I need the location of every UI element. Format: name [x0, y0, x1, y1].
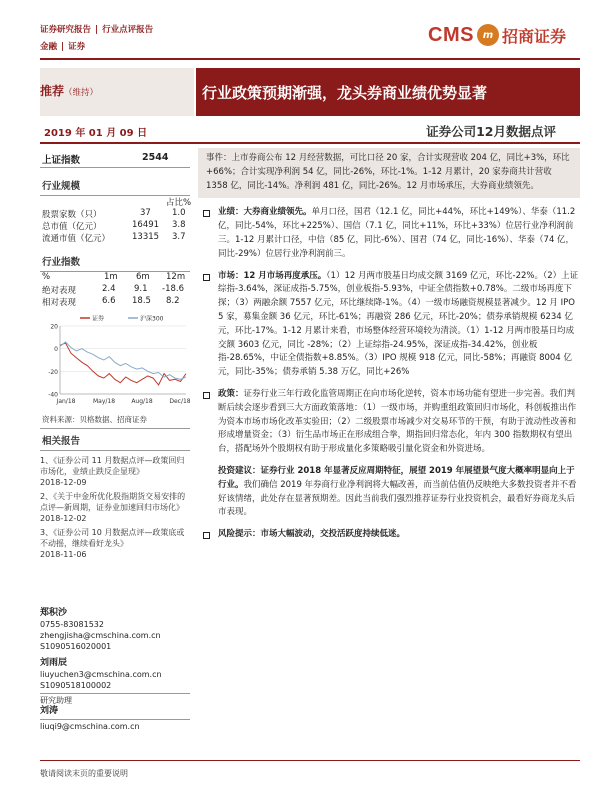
- related-reports: [40, 451, 190, 560]
- legend-label: 证券: [92, 315, 105, 323]
- bullet-market: [198, 270, 580, 380]
- title-band: [40, 68, 580, 116]
- bullet-square-icon: [203, 532, 210, 539]
- logo-mark-icon: m: [477, 24, 499, 46]
- y-tick-label: 20: [50, 323, 58, 331]
- row-value: 6.6: [102, 296, 116, 306]
- list-item[interactable]: [40, 491, 190, 524]
- y-tick-label: -20: [48, 368, 58, 376]
- row-label: 相对表现: [42, 298, 77, 308]
- index-label: 上证指数: [42, 155, 81, 166]
- row-value: 16491: [132, 220, 160, 230]
- rating-value: 推荐: [40, 84, 65, 98]
- perf-header-row: [40, 272, 190, 284]
- y-tick-label: 0: [54, 346, 58, 354]
- row-value: 8.2: [166, 296, 180, 306]
- scale-col-header: 占比%: [166, 198, 192, 208]
- analyst-cert: S1090518100002: [40, 681, 112, 690]
- analyst-name: 郑积沙: [40, 608, 68, 618]
- title-panel: [196, 68, 580, 116]
- bullet-text: 我们确信 2019 年券商行业净利润将大幅改善，而当前估值仍反映绝大多数投资者并不看好该情绪，此处存在显著预期差。因此当前我们强烈推荐证券行业投资机会，最看好券商龙头后市表现。: [218, 479, 577, 518]
- y-tick-label: -40: [48, 391, 58, 399]
- bullet-performance: [198, 206, 580, 261]
- header-divider: [40, 58, 580, 60]
- bullet-text: 市场大幅波动，交投活跃度持续低迷。: [260, 529, 406, 540]
- report-subcategory: 行业点评报告: [102, 25, 154, 35]
- bullet-lead: 风险提示：: [218, 529, 261, 540]
- performance-chart-svg: [40, 312, 190, 412]
- table-row: [40, 220, 190, 232]
- bullet-policy: [198, 388, 580, 457]
- report-subtitle: 证券公司12月数据点评: [426, 124, 556, 139]
- perf-col-header: %: [42, 272, 51, 282]
- logo-text-cn: 招商证券: [501, 26, 566, 46]
- list-item[interactable]: [40, 527, 190, 560]
- performance-chart: [40, 312, 190, 412]
- rating-panel: [40, 68, 194, 116]
- subsector-label: 证券: [68, 42, 86, 52]
- sector-label: 金融: [40, 42, 58, 52]
- perf-table: [40, 272, 190, 308]
- row-share: 3.7: [172, 232, 186, 242]
- bullet-lead: 政策：: [218, 388, 244, 399]
- related-report-date: 2018-11-06: [40, 550, 87, 559]
- assistant-email[interactable]: liuqi9@cmschina.com.cn: [40, 719, 190, 732]
- perf-col-header: 1m: [104, 272, 118, 282]
- rating: [40, 82, 98, 99]
- row-value: 18.5: [132, 296, 151, 306]
- report-type-header: 证券研究报告 | 行业点评报告 金融 | 证券: [40, 25, 154, 52]
- bullet-risk: [198, 528, 580, 542]
- series-line-securities: [60, 343, 186, 385]
- bullet-text: 单月口径，国君（12.1 亿，同比+44%，环比+149%）、华泰（11.2 亿，同比-54%，环比+225%）、国信（7.1 亿，同比+11%，环比+33%）位居行业净利润前三。1-12 月累计口径，中信（85 亿，同比-6%）、国君（74 亿，同比-16%）、华泰（74 亿，同比-29%）位居行业净利润前三。: [218, 207, 576, 259]
- bullet-text: （1）12 月两市股基日均成交额 3169 亿元，环比-22%。（2）上证综指-3.64%，深证成指-5.75%，创业板指-5.93%，中证全债指数+0.78%。二级市场再度下探；（3）两融余额 7557 亿元，环比继续降-1%。（4）一级市场融资规模显著减少。12 月 IPO 5 家，募集金额 36 亿元，环比-61%；再融资 286 亿元，环比-20%；债券承销规模 6234 亿元，环比-17%。1-12 月累计来看，市场整体经营环境较为清淡。（1）1-12 月两市股基日均成交额 3603 亿元，同比 -28%；（2）上证综指-24.95%，深证成指-34.42%，创业板指-28.65%，中证全债指数+8.85%。（3）IPO 规模 918 亿元，同比-58%；再融资 8004 亿元，同比-35%；债券承销 5.38 万亿，同比+26%: [218, 270, 579, 378]
- analyst-email[interactable]: zhengjisha@cmschina.com.cn: [40, 631, 161, 640]
- analyst-name: 刘雨辰: [40, 658, 68, 668]
- date-row: [40, 120, 580, 144]
- list-item[interactable]: [40, 455, 190, 488]
- related-report-date: 2018-12-09: [40, 478, 87, 487]
- footer-note: 敬请阅读末页的重要说明: [40, 769, 128, 778]
- report-date: 2019 年 01 月 09 日: [44, 128, 148, 139]
- row-label: 股票家数（只）: [42, 210, 102, 220]
- analyst-cert: S1090516020001: [40, 642, 112, 651]
- table-row: [40, 232, 190, 244]
- related-report-title[interactable]: 2、《关于中金所优化股指期货交易安排的点评—新周期，证券业加速回归市场化》: [40, 492, 186, 512]
- series-line-csi300: [60, 342, 186, 379]
- main-content: [198, 148, 580, 542]
- row-label: 总市值（亿元）: [42, 222, 102, 232]
- related-report-title[interactable]: 3、《证券公司 10 月数据点评—政策底或不动摇，继续看好龙头》: [40, 528, 185, 548]
- analyst-block: [40, 604, 190, 732]
- x-tick-label: Jan/18: [56, 398, 76, 405]
- related-title: 相关报告: [40, 429, 190, 451]
- related-report-date: 2018-12-02: [40, 514, 87, 523]
- chart-source: 资料来源：贝格数据、招商证券: [40, 412, 190, 429]
- report-title: 行业政策预期渐强，龙头券商业绩优势显著: [202, 84, 488, 102]
- bullet-lead: 业绩：大券商业绩领先。: [218, 207, 312, 218]
- perf-col-header: 6m: [136, 272, 150, 282]
- analyst-email[interactable]: liuyuchen3@cmschina.com.cn: [40, 670, 162, 679]
- table-row: [40, 208, 190, 220]
- analyst-phone: 0755-83081532: [40, 620, 104, 629]
- row-label: 流通市值（亿元）: [42, 234, 111, 244]
- index-row: [40, 148, 190, 168]
- row-share: 1.0: [172, 208, 186, 218]
- row-value: 2.4: [102, 284, 116, 294]
- scale-header-row: [40, 196, 190, 208]
- table-row: [40, 296, 190, 308]
- row-label: 绝对表现: [42, 286, 77, 296]
- scale-table: [40, 196, 190, 244]
- investment-advice: [198, 465, 580, 520]
- assistant-name: 刘涛: [40, 706, 59, 716]
- perf-title: 行业指数: [40, 244, 190, 272]
- x-tick-label: May/18: [92, 398, 116, 405]
- bullet-lead: 投资建议：证券行业 2018 年显著反应周期特征，展望 2019 年展望景气度大概率明显向上于行业。: [218, 465, 575, 490]
- company-logo: [428, 20, 566, 50]
- row-value: -18.6: [162, 284, 184, 294]
- x-tick-label: Aug/18: [131, 398, 153, 405]
- report-category: 证券研究报告: [40, 25, 92, 35]
- table-row: [40, 284, 190, 296]
- logo-text-en: CMS: [428, 23, 474, 46]
- scale-title: 行业规模: [40, 168, 190, 196]
- bullet-square-icon: [203, 210, 210, 217]
- bullet-text: 证券行业三年行政化监管周期正在向市场化逆转，资本市场功能有望进一步完善。我们判断后续会逐步看到三大方面政策落地：（1）一级市场，并购重组政策回归市场化，科创板推出作为资本市场市场化改革实验田；（2）二级股票市场减少对交易环节的干预，有助于流动性改善和形成增量资金；（3）衍生品市场正在形成组合拳，期指回归常态化，年内 300 指数期权有望出台，搭配场外个股期权有助于形成量化多策略吸引量化资金和外资进场。: [218, 388, 577, 455]
- index-value: 2544: [142, 152, 169, 163]
- row-value: 9.1: [134, 284, 148, 294]
- perf-col-header: 12m: [166, 272, 186, 282]
- bullet-square-icon: [203, 392, 210, 399]
- row-value: 13315: [132, 232, 160, 242]
- row-share: 3.8: [172, 220, 186, 230]
- assistant-title: 研究助理: [40, 693, 190, 706]
- footer-divider: [40, 760, 580, 761]
- x-tick-label: Dec/18: [169, 398, 190, 405]
- related-report-title[interactable]: 1、《证券公司 11 月数据点评—政策回归市场化，业绩止跌反企显现》: [40, 456, 185, 476]
- event-summary: 事件：上市券商公布 12 月经营数据，可比口径 20 家，合计实现营收 204 亿，同比+3%，环比+66%；合计实现净利润 54 亿，同比-26%，环比-1%。1-12 月累计，20 家券商共计营收 1358 亿，同比-14%。净利润 481 亿，同比-26%。12 月市场承压，大券商业绩领先。: [198, 148, 580, 198]
- bullet-square-icon: [203, 274, 210, 281]
- sidebar: [40, 148, 190, 563]
- bullet-lead: 市场：12 月市场再度承压。: [218, 270, 327, 281]
- row-value: 37: [140, 208, 151, 218]
- rating-note: （维持）: [64, 88, 99, 98]
- legend-label: 沪深300: [140, 315, 164, 323]
